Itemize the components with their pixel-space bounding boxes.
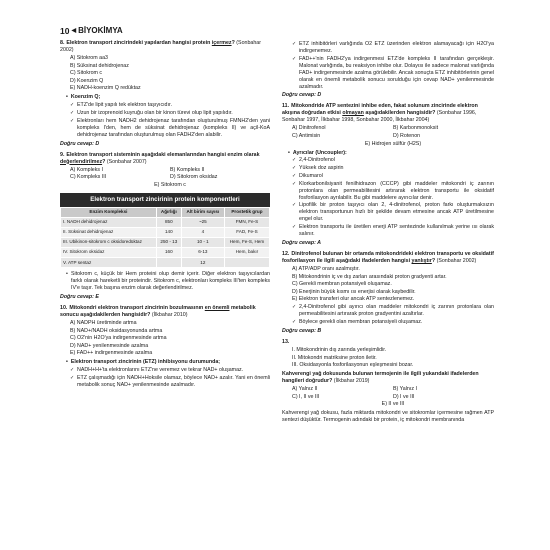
check-item: ✓ ETZ'de lipit yapılı tek elektron taşıyıcıdır. <box>70 102 270 109</box>
explanation-heading: • Koenzim Q; <box>66 94 270 101</box>
table-cell <box>224 258 269 268</box>
option[interactable]: D) Sitokrom oksidaz <box>170 174 218 181</box>
question-8-options <box>70 55 270 92</box>
option[interactable]: B) Kompleks II <box>170 166 205 173</box>
page-header <box>60 26 123 37</box>
table-cell: FAD, Fe-S <box>224 227 269 237</box>
statement: I. Mitokondrinin dış zarında yerleşimlidir. <box>292 346 387 353</box>
table-cell: ~25 <box>181 217 224 227</box>
answer-label: Doğru cevap: D <box>282 92 322 99</box>
table-cell: V. ATP sentaz <box>61 258 157 268</box>
table-row <box>61 258 270 268</box>
statement-list <box>292 347 494 370</box>
table-cell: 850 <box>156 217 181 227</box>
option[interactable]: E) FAD++ indirgenmesinde azalma <box>70 350 153 357</box>
table-row <box>61 217 270 227</box>
table-cell: 140 <box>156 227 181 237</box>
check-item: ✓ ETZ çalışmadığı için NADH+Hoksile olamaz, böylece NAD+ azalır. Yani en önemli metabolik sonuç NAD+ yenilenmesinde azalmadır. <box>70 375 270 389</box>
page-number: 10 <box>60 26 70 36</box>
option[interactable]: E) Hidrojen sülfür (H2S) <box>364 140 422 147</box>
option[interactable]: B) Yalnız I <box>393 386 417 393</box>
option[interactable]: A) NADPH üretiminde artma <box>70 320 137 326</box>
option[interactable]: C) Gerekli membran potansiyeli oluşamaz. <box>292 281 392 288</box>
table-cell: 12 <box>181 258 224 268</box>
option[interactable]: E) NADH-koenzim Q redüktaz <box>70 85 141 92</box>
answer-label: Doğru cevap: E <box>60 294 99 301</box>
option[interactable]: D) NAD+ yenilenmesinde azalma <box>70 342 149 349</box>
column-header: Ağırlığı <box>156 207 181 217</box>
explanation-heading: • Elektron transport zincirinin (ETZ) inhibisyonu durumunda; <box>66 359 270 366</box>
question-8 <box>60 40 270 148</box>
question-13-title: Kahverengi yağ dokusunda bulunan termojenin ile ilgili yukarıdaki ifadelerden hangileri doğrudur? (İlkbahar 2019) <box>282 371 479 385</box>
table-cell: III. Ubikinon-sitokrom c oksidoredüktaz <box>61 237 157 247</box>
question-8-title: 8. Elektron transport zincirindeki yapılardan hangisi protein içermez? (Sonbahar 2002) <box>60 40 262 53</box>
check-item: ✓ NADH+H+'ta elektronlarını ETZ'ne veremez ve tekrar NAD+ oluşamaz. <box>70 367 270 374</box>
option[interactable]: A) Dinitrofenol <box>292 125 326 132</box>
option[interactable]: A) Sitokrom aa3 <box>70 54 108 61</box>
check-item: ✓ Elektronları hem NADH2 dehidrojenaz tarafından oluşturulmuş FMNH2'den yani kompleks I'den, hem de süksinat dehidrojenaz (kompleks II) ve açil-KoA dehidrojenaz tarafından oluşturulmuş olan FADH2'den alabilir. <box>70 118 270 139</box>
option[interactable]: C) O2'nin H2O'ya indirgenmesinde artma <box>70 335 167 342</box>
option[interactable]: D) Enerjinin büyük kısmı ısı enerjisi olarak kaybedilir. <box>292 288 416 295</box>
check-item: ✓ ETZ inhibitörleri varlığında O2 ETZ üzerinden elektron alamayacağı için H2O'ya indirgenemez. <box>292 41 494 55</box>
table-cell: IV. Sitokrom oksidaz <box>61 247 157 257</box>
column-header: Enzim Kompleksi <box>61 207 157 217</box>
column-header: Prostetik grup <box>224 207 269 217</box>
question-11-options <box>292 125 494 147</box>
explanation-heading: • Ayrıcılar (Uncoupler): <box>288 150 494 157</box>
statement: III. Oksidasyonla fosforilasyonun eşleşmesini bozar. <box>292 362 414 369</box>
option[interactable]: B) Mitokondrinin iç ve dış zarları arasındaki proton gradyenti artar. <box>292 273 447 280</box>
table-cell: 160 <box>156 247 181 257</box>
option[interactable]: B) Süksinat dehidrojenaz <box>70 62 129 69</box>
right-column <box>282 40 494 426</box>
table-row <box>61 227 270 237</box>
answer-label: Doğru cevap: D <box>60 140 100 147</box>
question-10-title: 10. Mitokondri elektron transport zincirinin bozulmasının en önemli metabolik sonucu aşağıdakilerden hangisidir? (İlkbahar 2010) <box>60 305 256 319</box>
table-cell <box>156 258 181 268</box>
question-9 <box>60 152 270 301</box>
option[interactable]: A) ATP/ADP oranı azalmıştır. <box>292 266 360 273</box>
table-title: Elektron transport zincirinin protein komponentleri <box>60 193 270 207</box>
check-item: ✓ Uzun bir izoprenoid kuyruğu olan bir kinon türevi olup lipit yapılıdır. <box>70 110 270 117</box>
check-item: ✓ 2,4-Dinitrofenol gibi ayırıcı olan maddeler mitokondri iç zarının protonlara olan permeabilitesini artırarak proton gradyentini azaltırlar. <box>292 304 494 318</box>
question-9-title: 9. Elektron transport sisteminin aşağıdaki elemanlarından hangisi enzim olarak değerlendirilmez? (Sonbahar 2007) <box>60 151 260 165</box>
explanation-text: Kahverengi yağ dokusu, fazla miktarda mitokondri ve sitokromlar içermesine rağmen ATP sentezi düşüktür. Termogenin adındaki bir protein, iç mitokondri membranında <box>282 410 494 424</box>
check-item: ✓ Elektron transportu ile üretilen enerji ATP sentezinde kullanılmak yerine ısı olarak salınır. <box>292 224 494 238</box>
question-9-options <box>70 167 270 189</box>
check-item: ✓ Dikumarol <box>292 173 494 180</box>
question-13-number: 13. <box>282 338 290 345</box>
check-item: ✓ Lipofilik bir proton taşıyıcı olan 2, 4-dinitrofenol, proton farkı oluşturmaksızın elektron transportunun hızlı bir şekilde devam etmesine ancak ATP üretilmesine engel olur. <box>292 202 494 223</box>
question-12-title: 12. Dinitrofenol bulunan bir ortamda mitokondrideki elektron transportu ve oksidatif fosforilasyon ile ilgili aşağıdaki ifadelerden hangisi yanlıştır? (Sonbahar 2002) <box>282 251 494 265</box>
question-11-title: 11. Mitokondride ATP sentezini inhibe eden, fakat solunum zincirinde elektron akışına doğrudan etkisi olmayan aşağıdakilerden hangisidir? (Sonbahar 1996, Sonbahar 1997, İlkbahar 1998, Sonbahar 2000, İlkbahar 2004) <box>282 103 478 124</box>
option[interactable]: E) II ve III <box>381 401 405 408</box>
option[interactable]: E) Elektron transferi olur ancak ATP sentezlenemez. <box>292 296 415 303</box>
question-13-options <box>292 386 494 408</box>
table-cell: 250 - 13 <box>156 237 181 247</box>
question-13 <box>282 339 494 424</box>
check-item: ✓ Böylece gerekli olan membran potansiyeli oluşamaz. <box>292 319 494 326</box>
option[interactable]: C) Sitokrom c <box>70 70 103 77</box>
explanation-list <box>292 157 494 238</box>
option[interactable]: E) Sitokrom c <box>154 181 186 188</box>
option[interactable]: C) Antimisin <box>292 133 321 139</box>
explanation-list <box>292 304 494 326</box>
table-row <box>61 247 270 257</box>
table-cell: II. Süksinat dehidrojenaz <box>61 227 157 237</box>
chevron-left-icon: ◀ <box>71 27 77 34</box>
option[interactable]: B) NAD+/NADH oksidasyonunda artma <box>70 327 163 334</box>
table-cell: Hem, Fe-S, Hem <box>224 237 269 247</box>
question-11 <box>282 103 494 247</box>
table-cell: 10 - 1 <box>181 237 224 247</box>
option[interactable]: A) Kompleks I <box>70 166 103 173</box>
answer-label: Doğru cevap: A <box>282 240 321 247</box>
check-item: ✓ 2,4-Dinitrofenol <box>292 157 494 164</box>
explanation-note: • Sitokrom c, küçük bir Hem proteini olup demir içerir. Diğer elektron taşıyıcılardan farklı olarak hareketli bir proteindir. Sitokrom c, elektronları kompleks III'ten kompleks IV'e taşır. Tek başına enzim olarak değerlendirilmez. <box>66 271 270 292</box>
table-cell: FMN, Fe-S <box>224 217 269 227</box>
question-10 <box>60 305 270 389</box>
option[interactable]: D) Koenzim Q <box>70 77 104 84</box>
column-header: Alt birim sayısı <box>181 207 224 217</box>
table-cell: 4 <box>181 227 224 237</box>
table-cell: 6-13 <box>181 247 224 257</box>
table-header-row <box>61 207 270 217</box>
option[interactable]: B) Karbonmonoksit <box>393 125 439 132</box>
statement: II. Mitokondri matriksine proton iletir. <box>292 354 377 361</box>
check-item: ✓ Klorkarbonilsiyanit fenilhidrazon (CCCP) gibi maddeler mitokondri iç zarının protonlara olan permeabilitesini artırarak elektron transportu ile oksidatif fosforilasyon ayrılabilir. Bu gibi maddelere ayırıcılar denir. <box>292 181 494 202</box>
question-12 <box>282 251 494 335</box>
option[interactable]: C) Kompleks III <box>70 174 107 181</box>
option[interactable]: D) I ve III <box>393 393 415 400</box>
etc-components-table <box>60 193 270 268</box>
explanation-list <box>70 367 270 389</box>
option[interactable]: D) Rotenon <box>393 133 421 139</box>
table <box>60 207 270 268</box>
table-row <box>61 237 270 247</box>
table-cell: Hem, bakır <box>224 247 269 257</box>
question-12-options <box>292 266 494 303</box>
explanation-list <box>70 102 270 139</box>
table-cell: I. NADH dehidrojenaz <box>61 217 157 227</box>
explanation-list <box>292 41 494 91</box>
question-10-options <box>70 320 270 357</box>
option[interactable]: A) Yalnız II <box>292 386 318 393</box>
check-item: ✓ FAD++'nin FADH2'ya indirgenmesi ETZ'de kompleks II tarafından gerçekleşir. Malonat varlığında, bu reaksiyon inhibe olur. Dolayısı ile sadece malonat varlığında FAD+ indirgenmesinde azalma görülebilir. Ancak sonuçta ETZ inhibitörlerinin genel olarak en önemli metabolik sonucu sorulduğu için cevap NAD+ yenilenmesinde azalmadır. <box>292 56 494 91</box>
left-column <box>60 40 270 391</box>
book-title: BİYOKİMYA <box>78 26 123 36</box>
answer-label: Doğru cevap: B <box>282 327 322 334</box>
option[interactable]: C) I, II ve III <box>292 393 320 400</box>
check-item: ✓ Yüksek doz aspirin <box>292 165 494 172</box>
